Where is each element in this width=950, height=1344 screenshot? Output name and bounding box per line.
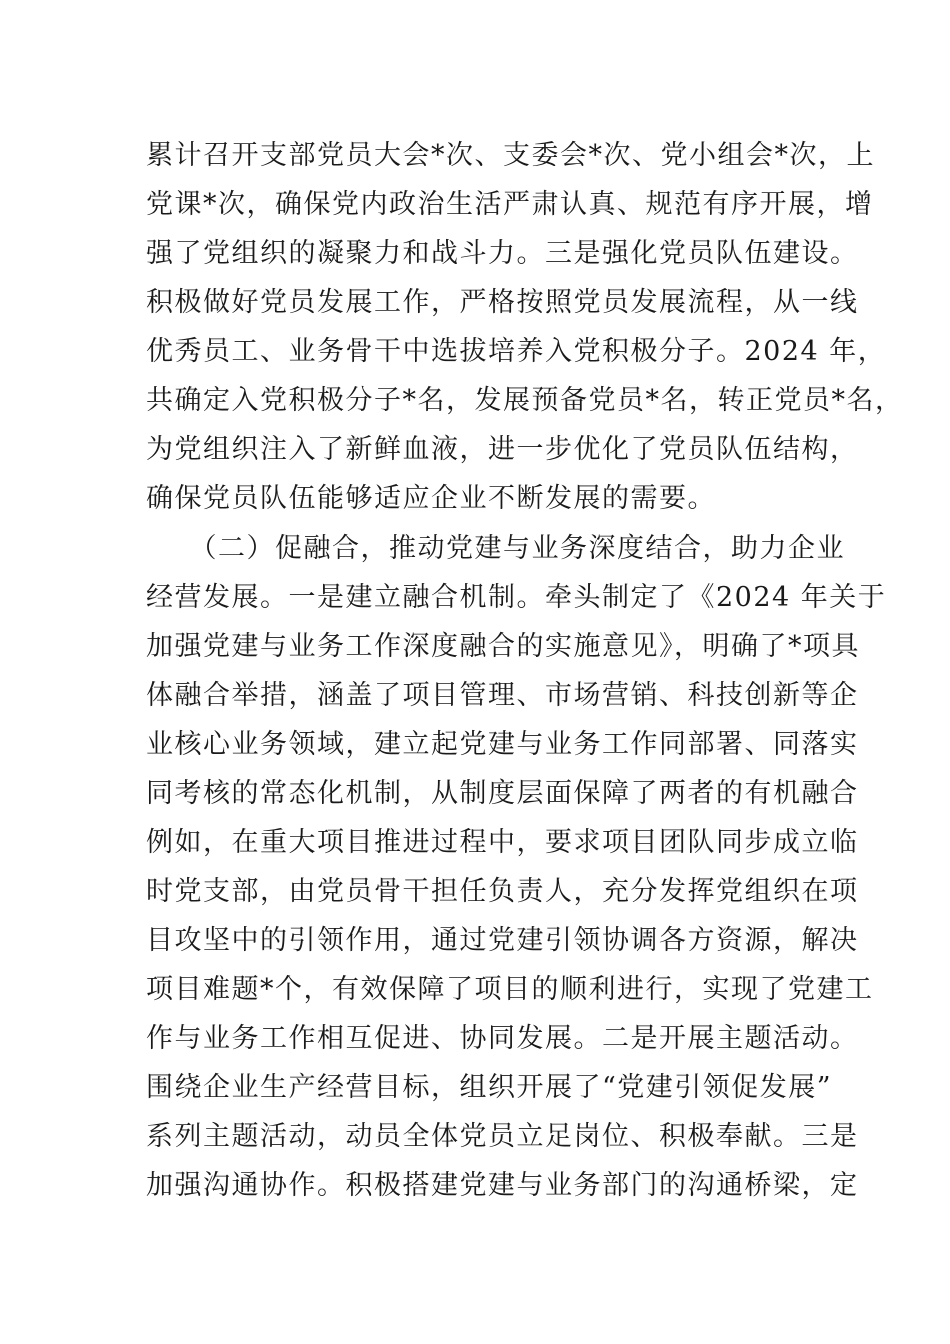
text-line: （二）促融合，推动党建与业务深度结合，助力企业 [146,533,845,564]
text-line: 系列主题活动，动员全体党员立足岗位、积极奉献。三是 [146,1121,859,1152]
text-line: 经营发展。一是建立融合机制。牵头制定了《2024 年关于 [146,582,887,613]
text-line: 例如，在重大项目推进过程中，要求项目团队同步成立临 [146,827,859,858]
text-line: 同考核的常态化机制，从制度层面保障了两者的有机融合 [146,778,859,809]
text-line: 加强党建与业务工作深度融合的实施意见》，明确了*项具 [146,631,860,662]
text-line: 体融合举措，涵盖了项目管理、市场营销、科技创新等企 [146,680,859,711]
text-line: 加强沟通协作。积极搭建党建与业务部门的沟通桥梁，定 [146,1170,859,1201]
text-line: 积极做好党员发展工作，严格按照党员发展流程，从一线 [146,287,859,318]
text-line: 确保党员队伍能够适应企业不断发展的需要。 [146,483,716,514]
paragraph-1 [146,131,904,523]
text-line: 共确定入党积极分子*名，发展预备党员*名，转正党员*名， [146,385,904,416]
text-line: 项目难题*个，有效保障了项目的顺利进行，实现了党建工 [146,974,874,1005]
text-line: 累计召开支部党员大会*次、支委会*次、党小组会*次，上 [146,140,875,171]
text-line: 党课*次，确保党内政治生活严肃认真、规范有序开展，增 [146,189,874,220]
text-line: 作与业务工作相互促进、协同发展。二是开展主题活动。 [146,1023,859,1054]
paragraph-2 [146,524,887,1210]
text-line: 围绕企业生产经营目标，组织开展了“党建引领促发展” [146,1072,833,1103]
text-line: 业核心业务领域，建立起党建与业务工作同部署、同落实 [146,729,859,760]
text-line: 时党支部，由党员骨干担任负责人，充分发挥党组织在项 [146,876,859,907]
text-line: 强了党组织的凝聚力和战斗力。三是强化党员队伍建设。 [146,238,859,269]
text-line: 目攻坚中的引领作用，通过党建引领协调各方资源，解决 [146,925,859,956]
text-line: 优秀员工、业务骨干中选拔培养入党积极分子。2024 年， [146,336,887,367]
text-line: 为党组织注入了新鲜血液，进一步优化了党员队伍结构， [146,434,859,465]
